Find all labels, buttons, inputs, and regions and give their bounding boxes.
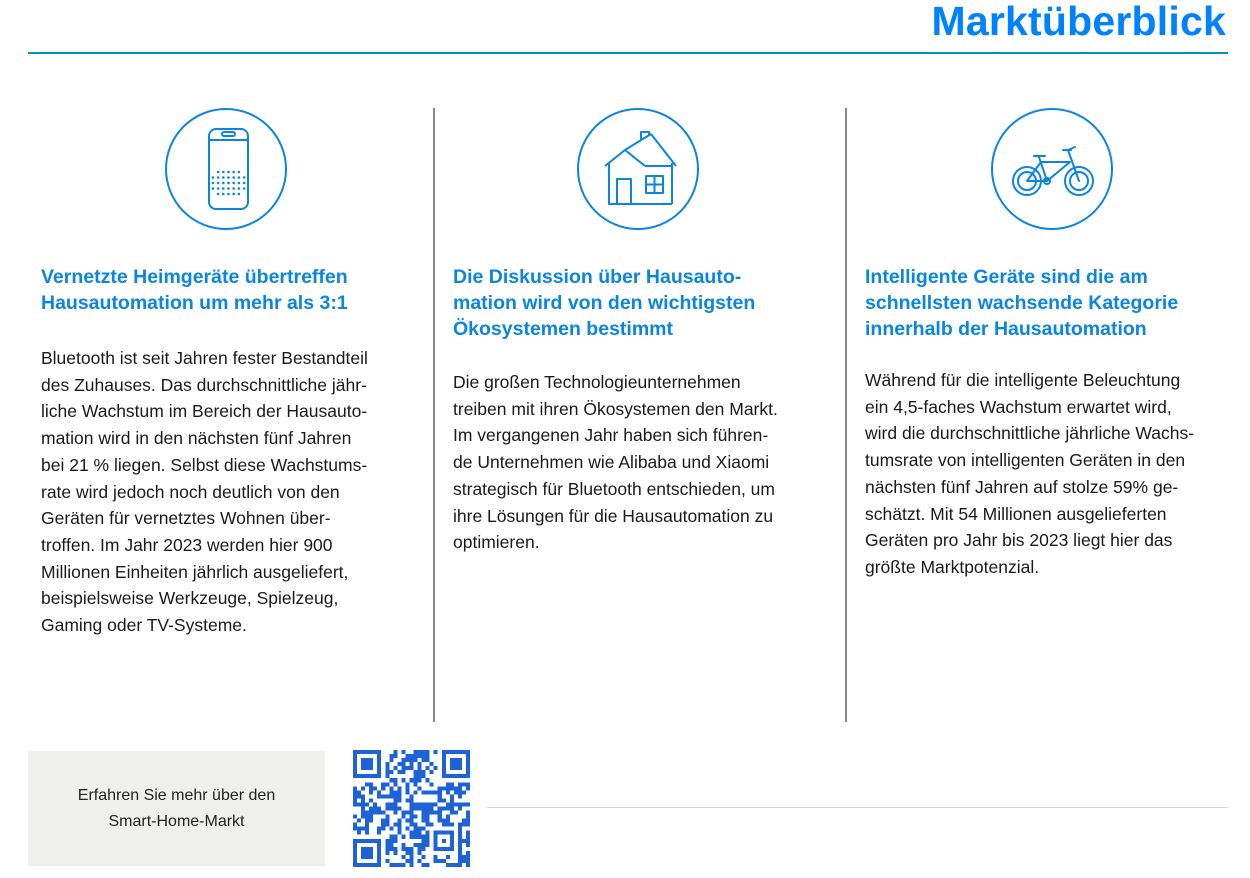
page-title: Marktüberblick	[931, 0, 1226, 44]
title-rule	[28, 52, 1228, 54]
footer-rule	[487, 807, 1228, 808]
column-heading: Intelligente Geräte sind die am schnellsten wachsende Kategorie innerhalb der Hausautomation	[865, 266, 1179, 340]
column-heading: Die Diskussion über Hausauto- mation wird von den wichtigsten Ökosystemen bestimmt	[453, 266, 756, 340]
qr-code-icon[interactable]	[353, 750, 470, 867]
column-body: Während für die intelligente Beleuchtung ein 4,5-faches Wachstum erwartet wird, wird die durchschnittliche jährliche Wachs- tumsrate von intelligenten Geräten in den nächsten fünf Jahren auf stolze 59% ge- schätzt. Mit 54 Millionen ausgelieferten Geräten pro Jahr bis 2023 liegt hier das größte Marktpotenzial.	[865, 370, 1195, 577]
smart-speaker-icon	[165, 108, 287, 230]
learn-more-box[interactable]	[28, 751, 325, 866]
column-divider	[845, 108, 847, 722]
column-body: Bluetooth ist seit Jahren fester Bestandteil des Zuhauses. Das durchschnittliche jähr- liche Wachstum im Bereich der Hausauto- mation wird in den nächsten fünf Jahren bei 21 % liegen. Selbst diese Wachstums- rate wird jedoch noch deutlich von den Geräten für vernetztes Wohnen über- troffen. Im Jahr 2023 werden hier 900 Millionen Einheiten jährlich ausgeliefert, beispielsweise Werkzeuge, Spielzeug, Gaming oder TV-Systeme.	[41, 348, 368, 636]
learn-more-text: Erfahren Sie mehr über den Smart-Home-Markt	[77, 786, 276, 830]
house-icon	[577, 108, 699, 230]
bicycle-icon	[991, 108, 1113, 230]
column-heading: Vernetzte Heimgeräte übertreffen Hausautomation um mehr als 3:1	[41, 266, 348, 314]
column-body: Die großen Technologieunternehmen treiben mit ihren Ökosystemen den Markt. Im vergangenen Jahr haben sich führen- de Unternehmen wie Alibaba und Xiaomi strategisch für Bluetooth entschieden, um ihre Lösungen für die Hausautomation zu optimieren.	[453, 372, 778, 553]
column-divider	[433, 108, 435, 722]
